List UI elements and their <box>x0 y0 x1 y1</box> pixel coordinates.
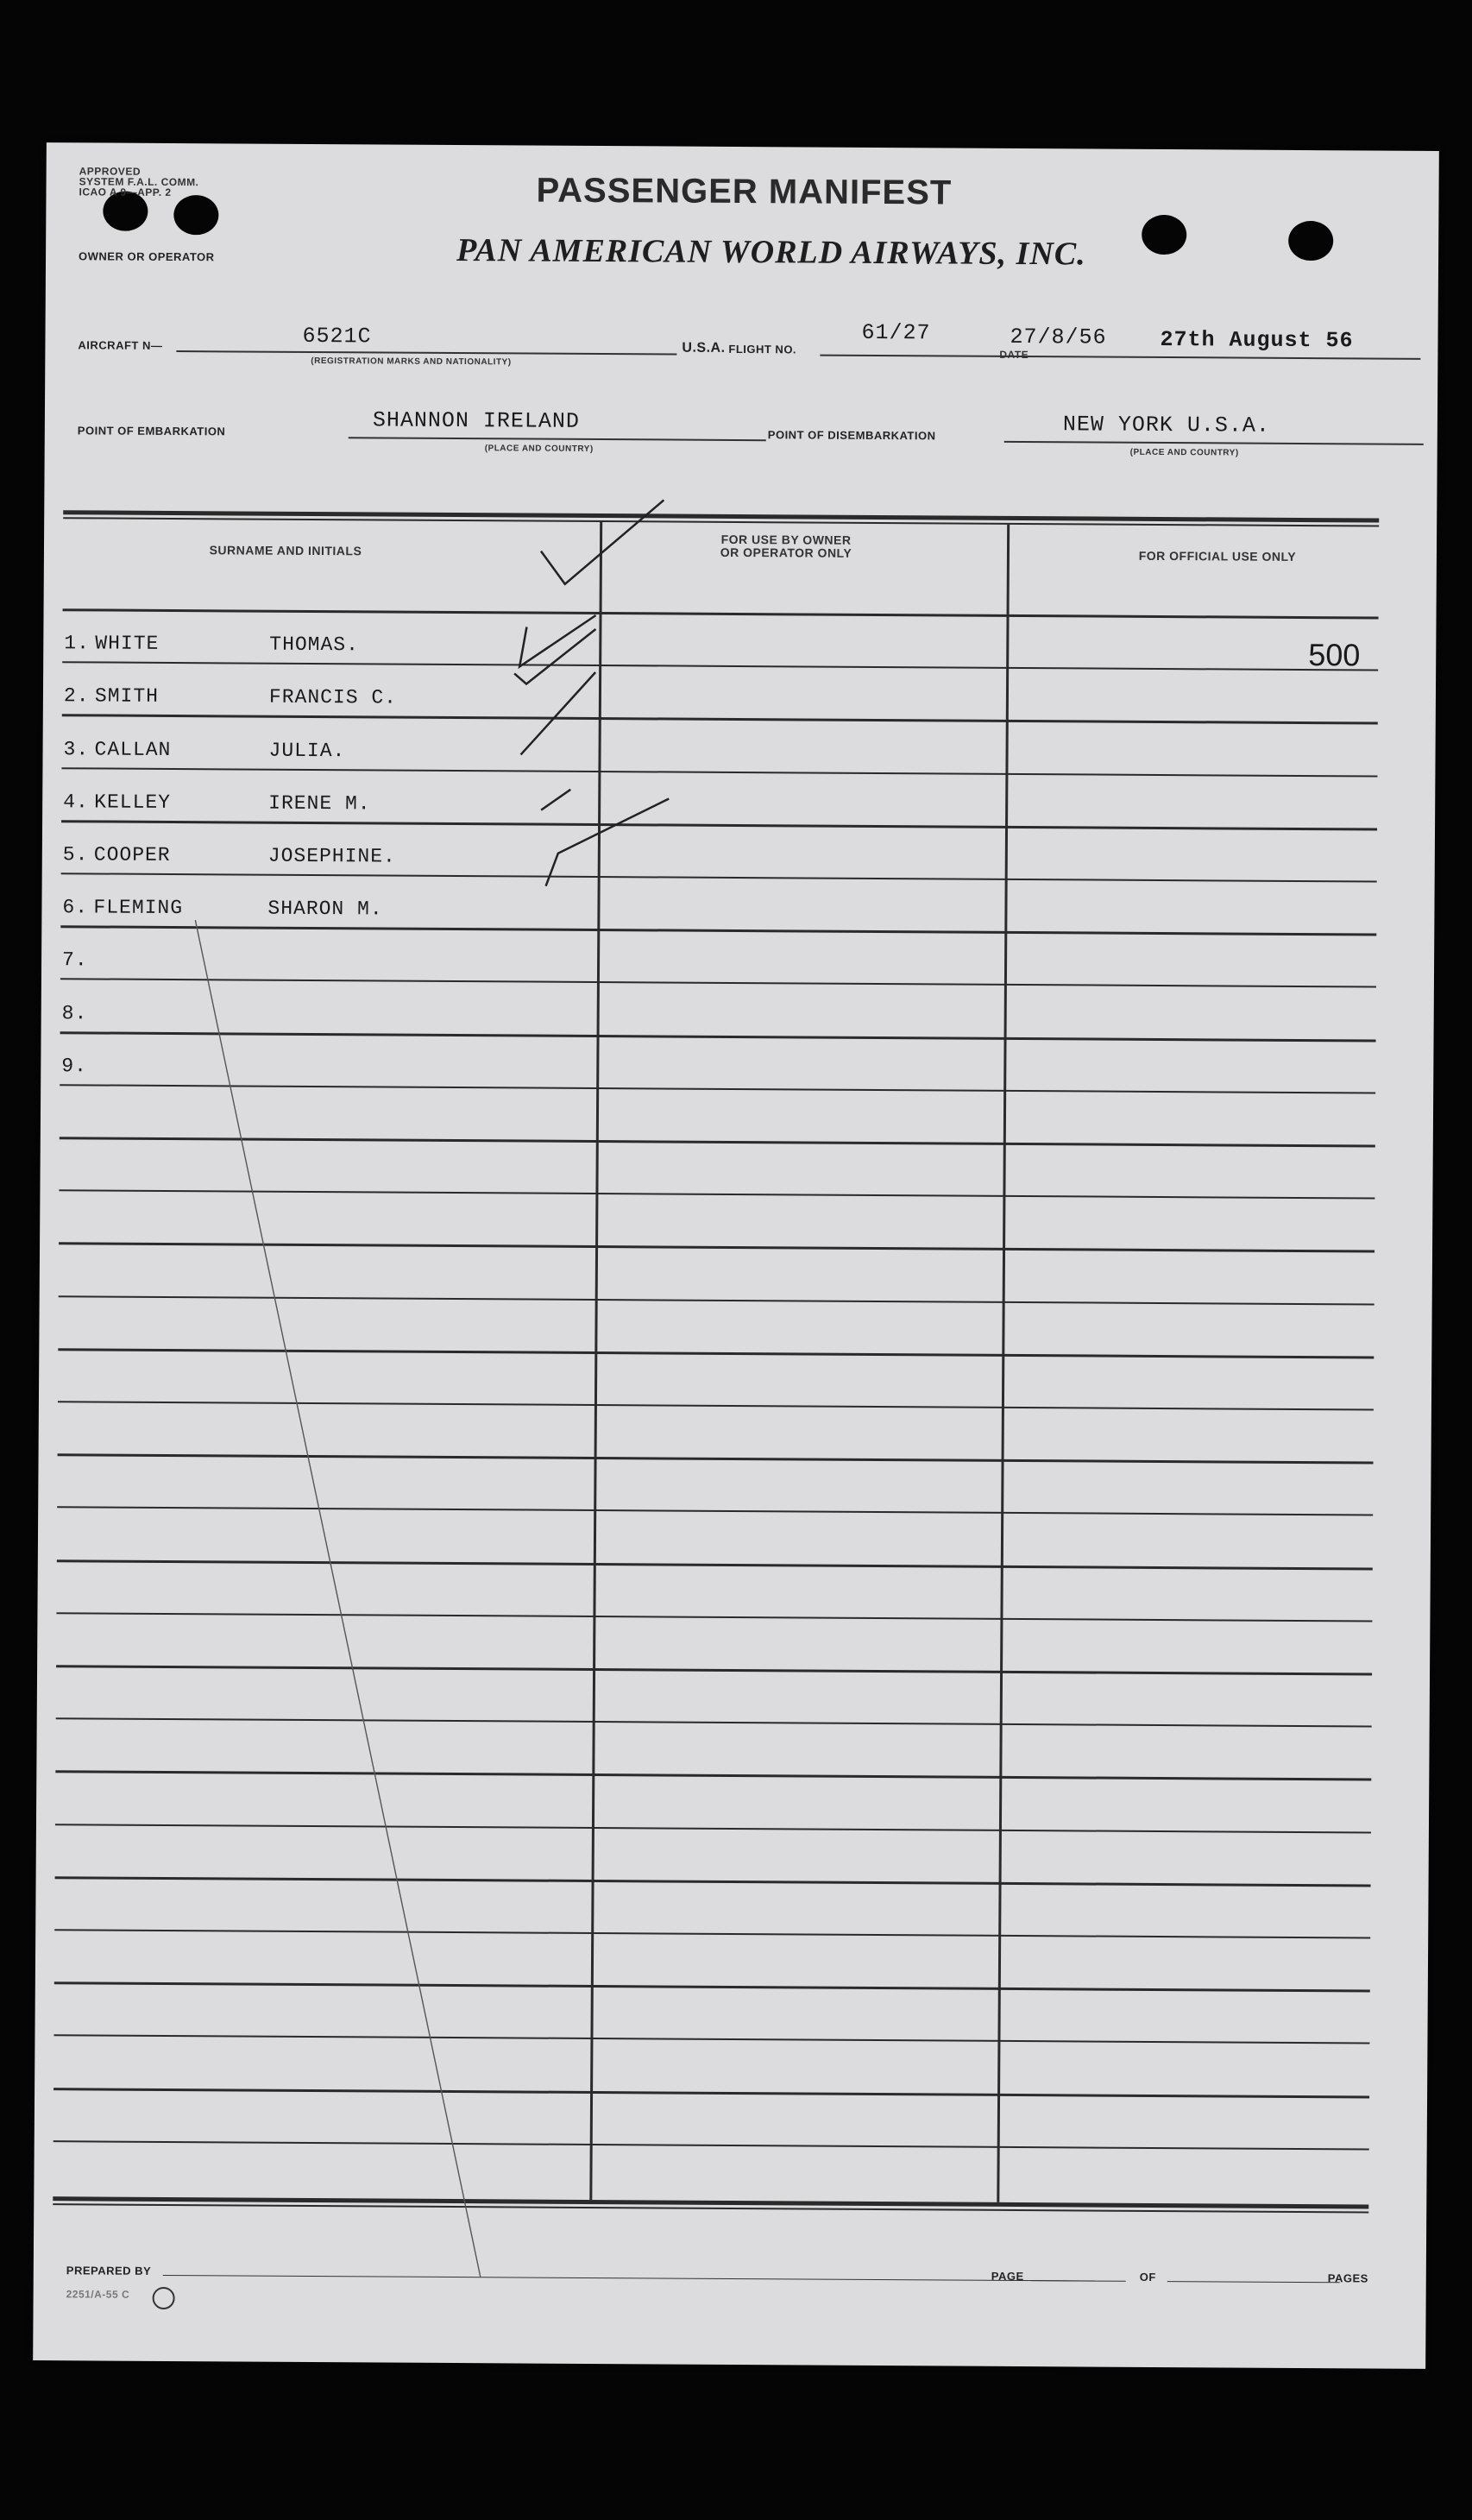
ruled-line <box>55 1876 1371 1887</box>
ruled-line <box>57 1507 1373 1516</box>
date-label: DATE <box>999 348 1029 362</box>
ruled-line <box>62 715 1378 725</box>
owner-label: OWNER OR OPERATOR <box>79 249 215 264</box>
ruled-line <box>56 1717 1372 1727</box>
column-divider-2 <box>997 525 1010 2202</box>
ruled-line <box>58 1348 1374 1358</box>
disembarkation-label: POINT OF DISEMBARKATION <box>767 428 936 443</box>
column-header-owner-1: FOR USE BY OWNER <box>720 532 852 547</box>
flight-underline <box>820 355 1420 360</box>
row-number: 4. <box>63 791 89 814</box>
column-header-owner-2: OR OPERATOR ONLY <box>720 545 852 560</box>
ruled-line <box>55 1824 1371 1833</box>
passenger-surname: COOPER <box>93 843 171 866</box>
handwritten-marks <box>33 142 1439 2369</box>
passenger-given-name: THOMAS. <box>269 633 360 657</box>
form-code: 2251/A-55 C <box>66 2288 130 2301</box>
column-header-official: FOR OFFICIAL USE ONLY <box>1138 548 1297 564</box>
ruled-line <box>61 873 1377 882</box>
date-short: 27/8/56 <box>1010 324 1107 350</box>
tick-mark-5 <box>541 790 570 810</box>
embarkation-underline <box>349 437 766 441</box>
passenger-surname: FLEMING <box>93 896 184 920</box>
page-label: PAGE <box>991 2269 1024 2284</box>
aircraft-value: 6521C <box>302 323 372 350</box>
embarkation-label: POINT OF EMBARKATION <box>77 424 226 438</box>
column-divider-1 <box>589 522 602 2200</box>
flight-label: FLIGHT NO. <box>728 342 797 356</box>
date-long: 27th August 56 <box>1160 326 1354 354</box>
row-number: 2. <box>63 684 90 708</box>
approval-line-2: SYSTEM F.A.L. COMM. <box>79 175 199 189</box>
passenger-surname: WHITE <box>95 632 160 656</box>
ruled-line <box>60 1084 1375 1093</box>
page-underline <box>1031 2280 1126 2282</box>
tick-mark-4 <box>521 671 596 755</box>
passenger-given-name: JOSEPHINE. <box>267 844 396 868</box>
passenger-given-name: FRANCIS C. <box>268 686 398 709</box>
of-label: OF <box>1139 2270 1156 2284</box>
ruled-line <box>58 1453 1374 1464</box>
column-header-names: SURNAME AND INITIALS <box>209 543 362 558</box>
ruled-line <box>53 2140 1369 2150</box>
passenger-given-name: IRENE M. <box>268 791 371 816</box>
disembarkation-underline <box>1004 441 1424 445</box>
of-underline <box>1167 2281 1340 2283</box>
ruled-line <box>59 1295 1374 1305</box>
embarkation-sublabel: (PLACE AND COUNTRY) <box>484 444 594 454</box>
passenger-given-name: JULIA. <box>268 739 346 762</box>
ruled-line <box>55 1771 1371 1781</box>
disembarkation-sublabel: (PLACE AND COUNTRY) <box>1129 447 1239 458</box>
ruled-line <box>61 767 1377 777</box>
tick-mark-6 <box>546 798 670 887</box>
ruled-line <box>60 1137 1375 1147</box>
tick-mark-2 <box>519 614 595 667</box>
row-number: 3. <box>63 737 90 761</box>
punch-hole-4 <box>1288 221 1333 261</box>
row-number: 7. <box>61 948 88 972</box>
ruled-line <box>60 979 1376 988</box>
tick-mark-3 <box>514 628 595 684</box>
form-title: PASSENGER MANIFEST <box>536 171 953 212</box>
ruled-line <box>54 1929 1370 1938</box>
passenger-surname: KELLEY <box>94 791 172 814</box>
ruled-line <box>53 2088 1369 2098</box>
embarkation-value: SHANNON IRELAND <box>372 407 581 434</box>
approval-line-1: APPROVED <box>79 165 142 178</box>
ruled-line <box>60 925 1376 936</box>
punch-hole-2 <box>173 195 218 235</box>
disembarkation-value: NEW YORK U.S.A. <box>1062 412 1271 438</box>
ruled-line <box>56 1665 1372 1675</box>
ruled-line <box>54 1981 1370 1992</box>
ruled-line <box>56 1612 1372 1622</box>
ruled-line <box>63 608 1379 619</box>
prepared-by-label: PREPARED BY <box>66 2264 152 2277</box>
ruled-line <box>60 1031 1376 1042</box>
pages-label: PAGES <box>1327 2271 1368 2285</box>
manifest-sheet <box>33 142 1439 2369</box>
ruled-line <box>57 1559 1373 1570</box>
flight-value: 61/27 <box>861 319 931 346</box>
ruled-line <box>62 661 1378 671</box>
punch-hole-3 <box>1142 215 1186 255</box>
row-number: 9. <box>61 1055 88 1078</box>
ruled-line <box>59 1243 1374 1253</box>
row-number: 1. <box>64 632 91 655</box>
passenger-given-name: SHARON M. <box>267 897 383 921</box>
prepared-by-underline <box>163 2275 1095 2282</box>
approval-line-3: ICAO A 9—APP. 2 <box>79 186 172 198</box>
aircraft-country: U.S.A. <box>682 340 726 356</box>
row-number: 5. <box>62 843 89 866</box>
row-number: 6. <box>62 896 89 919</box>
official-note: 500 <box>1308 637 1361 673</box>
aircraft-sublabel: (REGISTRATION MARKS AND NATIONALITY) <box>311 356 512 368</box>
aircraft-underline <box>176 350 676 356</box>
passenger-surname: SMITH <box>94 684 160 709</box>
aircraft-label: AIRCRAFT N— <box>78 338 163 352</box>
ruled-line <box>61 820 1377 830</box>
long-pencil-line <box>187 920 489 2277</box>
printer-mark-icon <box>153 2287 175 2309</box>
ruled-line <box>59 1189 1374 1199</box>
passenger-surname: CALLAN <box>94 738 172 761</box>
ruled-line <box>58 1401 1374 1410</box>
operator-name: PAN AMERICAN WORLD AIRWAYS, INC. <box>456 232 1086 273</box>
row-number: 8. <box>61 1001 88 1024</box>
ruled-line <box>53 2035 1369 2044</box>
